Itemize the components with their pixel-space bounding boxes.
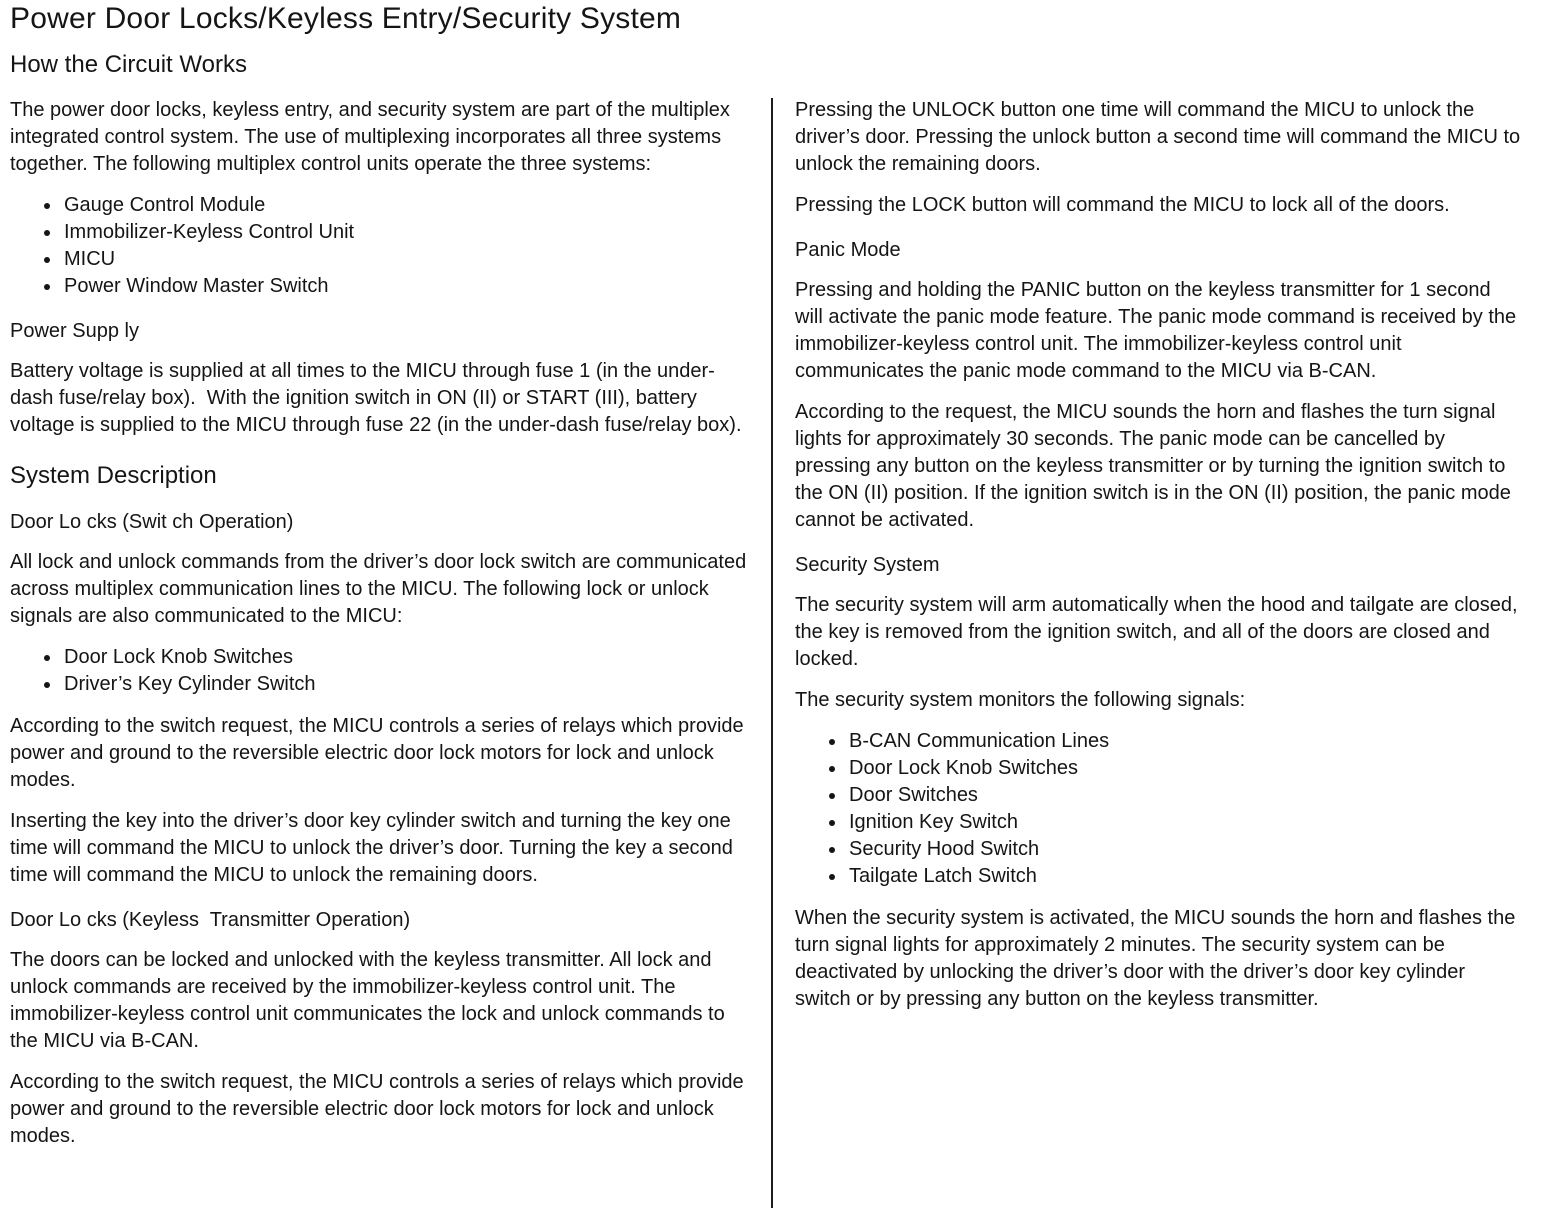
section-system-description: System Description: [10, 462, 217, 489]
left-column: [10, 50, 752, 1164]
list-control-units: [10, 192, 748, 300]
paragraph-lock-button: Pressing the LOCK button will command the MICU to lock all of the doors.: [795, 194, 1450, 216]
paragraph-keyless-relays: According to the switch request, the MICU controls a series of relays which provide power and ground to the reversible electric door lock motors for lock and unlock modes.: [10, 1071, 750, 1147]
subheading-panic-mode: Panic Mode: [795, 239, 901, 261]
list-item: • Door Lock Knob Switches: [847, 755, 1523, 782]
list-item: • Ignition Key Switch: [847, 809, 1523, 836]
list-monitored-signals: [795, 728, 1523, 890]
paragraph-keyless-transmitter: The doors can be locked and unlocked with the keyless transmitter. All lock and unlock commands are received by the immobilizer-keyless control unit. The immobilizer-keyless control unit communicates the lock and unlock commands to the MICU via B-CAN.: [10, 949, 731, 1052]
list-item: • Door Switches: [847, 782, 1523, 809]
paragraph-intro: The power door locks, keyless entry, and security system are part of the multiplex integrated control system. The use of multiplexing incorporates all three systems together. The following multiplex control units operate the three systems:: [10, 99, 736, 175]
list-item: • Tailgate Latch Switch: [847, 863, 1523, 890]
section-how-the-circuit-works: How the Circuit Works: [10, 51, 247, 78]
list-item: • Power Window Master Switch: [62, 273, 748, 300]
paragraph-security-arm: The security system will arm automatically when the hood and tailgate are closed, the key is removed from the ignition switch, and all of the doors are closed and locked.: [795, 594, 1524, 670]
list-item: • Gauge Control Module: [62, 192, 748, 219]
list-item: • MICU: [62, 246, 748, 273]
paragraph-unlock-button: Pressing the UNLOCK button one time will command the MICU to unlock the driver’s door. Pressing the unlock button a second time will command the MICU to unlock the remaining doors.: [795, 99, 1526, 175]
list-item: • Door Lock Knob Switches: [62, 644, 748, 671]
list-switch-signals: [10, 644, 748, 698]
list-item: • B-CAN Communication Lines: [847, 728, 1523, 755]
paragraph-panic-activate: Pressing and holding the PANIC button on the keyless transmitter for 1 second will activate the panic mode feature. The panic mode command is received by the immobilizer-keyless control unit. The immobilizer-keyless control unit communicates the panic mode command to the MICU via B-CAN.: [795, 279, 1522, 382]
paragraph-switch-relays: According to the switch request, the MICU controls a series of relays which provide power and ground to the reversible electric door lock motors for lock and unlock modes.: [10, 715, 750, 791]
paragraph-power-supply: Battery voltage is supplied at all times to the MICU through fuse 1 (in the under-dash fuse/relay box). With the ignition switch in ON (II) or START (III), battery voltage is supplied to the MICU through fuse 22 (in the under-dash fuse/relay box).: [10, 360, 742, 436]
subheading-door-locks-switch: Door Lo cks (Swit ch Operation): [10, 511, 294, 533]
paragraph-security-monitors: The security system monitors the following signals:: [795, 689, 1246, 711]
paragraph-panic-response: According to the request, the MICU sounds the horn and flashes the turn signal lights for approximately 30 seconds. The panic mode can be cancelled by pressing any button on the keyless transmitter or by turning the ignition switch to the ON (II) position. If the ignition switch is in the ON (II) position, the panic mode cannot be activated.: [795, 401, 1517, 531]
column-divider: [771, 98, 773, 1208]
subheading-security-system: Security System: [795, 554, 940, 576]
subheading-power-supply: Power Supp ly: [10, 320, 139, 342]
paragraph-key-cylinder: Inserting the key into the driver’s door key cylinder switch and turning the key one time will command the MICU to unlock the driver’s door. Turning the key a second time will command the MICU to unlock the remaining doors.: [10, 810, 739, 886]
right-column: [795, 97, 1526, 1027]
subheading-door-locks-keyless: Door Lo cks (Keyless Transmitter Operation): [10, 909, 411, 931]
list-item: • Security Hood Switch: [847, 836, 1523, 863]
list-item: • Driver’s Key Cylinder Switch: [62, 671, 748, 698]
list-item: • Immobilizer-Keyless Control Unit: [62, 219, 748, 246]
page-title: Power Door Locks/Keyless Entry/Security System: [10, 2, 682, 35]
paragraph-door-locks-switch: All lock and unlock commands from the driver’s door lock switch are communicated across multiplex communication lines to the MICU. The following lock or unlock signals are also communicated to the MICU:: [10, 551, 752, 627]
paragraph-security-activated: When the security system is activated, the MICU sounds the horn and flashes the turn signal lights for approximately 2 minutes. The security system can be deactivated by unlocking the driver’s door with the driver’s door key cylinder switch or by pressing any button on the keyless transmitter.: [795, 907, 1521, 1010]
